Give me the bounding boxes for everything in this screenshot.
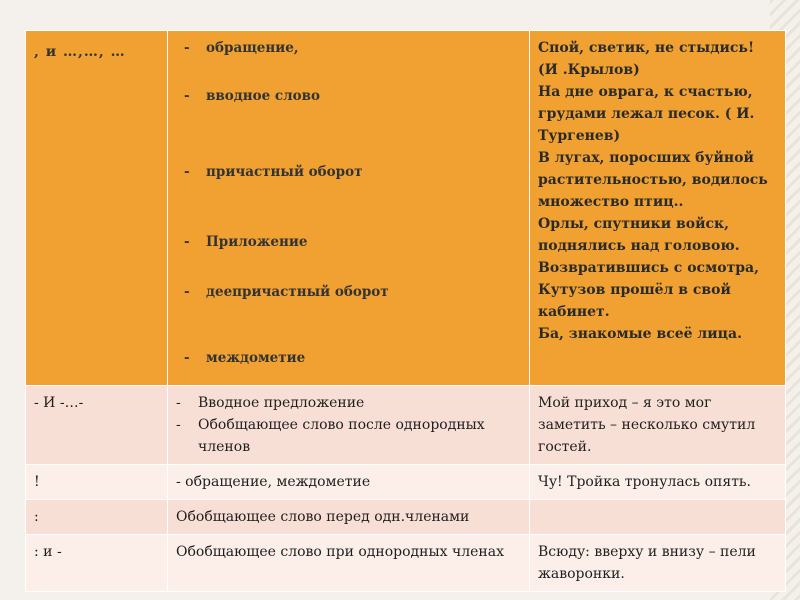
rule-text: - обращение, междометие <box>176 474 371 490</box>
punct-cell <box>26 31 168 386</box>
list-item: - Обобщающее слово после однородных членов <box>176 417 485 455</box>
list-item: - причастный оборот <box>184 164 363 180</box>
example-cell <box>530 465 786 500</box>
table-row <box>26 535 786 592</box>
punct-label: - И -…- <box>34 395 84 411</box>
rule-cell <box>168 386 530 465</box>
table-row <box>26 465 786 500</box>
punct-cell <box>26 386 168 465</box>
table-row <box>26 31 786 386</box>
table-row <box>26 500 786 535</box>
rule-text: Обобщающее слово перед одн.членами <box>176 509 470 525</box>
punct-cell <box>26 465 168 500</box>
rule-text: Обобщающее слово при однородных членах <box>176 544 504 560</box>
rule-list <box>176 37 521 367</box>
rule-cell <box>168 31 530 386</box>
punctuation-table <box>25 30 786 592</box>
example-text: На дне оврага, к счастью, грудами лежал песок. ( И. Тургенев) <box>538 84 755 144</box>
punct-cell <box>26 535 168 592</box>
rule-list <box>176 392 521 458</box>
example-text: Чу! Тройка тронулась опять. <box>538 474 752 490</box>
list-item: - деепричастный оборот <box>184 284 389 300</box>
example-cell <box>530 535 786 592</box>
punct-label: , и …,…, … <box>34 44 126 60</box>
example-cell <box>530 31 786 386</box>
table-row <box>26 386 786 465</box>
rule-cell <box>168 465 530 500</box>
example-text: В лугах, поросших буйной растительностью, водилось множество птиц.. <box>538 150 768 210</box>
list-item: - обращение, <box>184 40 299 56</box>
list-item: - Приложение <box>184 234 308 250</box>
rule-cell <box>168 535 530 592</box>
list-item: - вводное слово <box>184 88 321 104</box>
punct-label: : и - <box>34 544 62 560</box>
punct-label: : <box>34 509 39 525</box>
example-text: Ба, знакомые всеё лица. <box>538 326 742 342</box>
example-text: Возвратившись с осмотра, Кутузов прошёл в свой кабинет. <box>538 260 759 320</box>
rule-cell <box>168 500 530 535</box>
example-cell <box>530 500 786 535</box>
example-cell <box>530 386 786 465</box>
punct-cell <box>26 500 168 535</box>
example-text: Всюду: вверху и внизу – пели жаворонки. <box>538 544 756 582</box>
example-text: Мой приход – я это мог заметить – несколько смутил гостей. <box>538 395 756 455</box>
punct-label: ! <box>34 474 40 490</box>
example-text: Спой, светик, не стыдись! (И .Крылов) <box>538 40 755 78</box>
list-item: - междометие <box>184 350 306 366</box>
example-text: Орлы, спутники войск, поднялись над головою. <box>538 216 740 254</box>
list-item: - Вводное предложение <box>176 395 365 411</box>
